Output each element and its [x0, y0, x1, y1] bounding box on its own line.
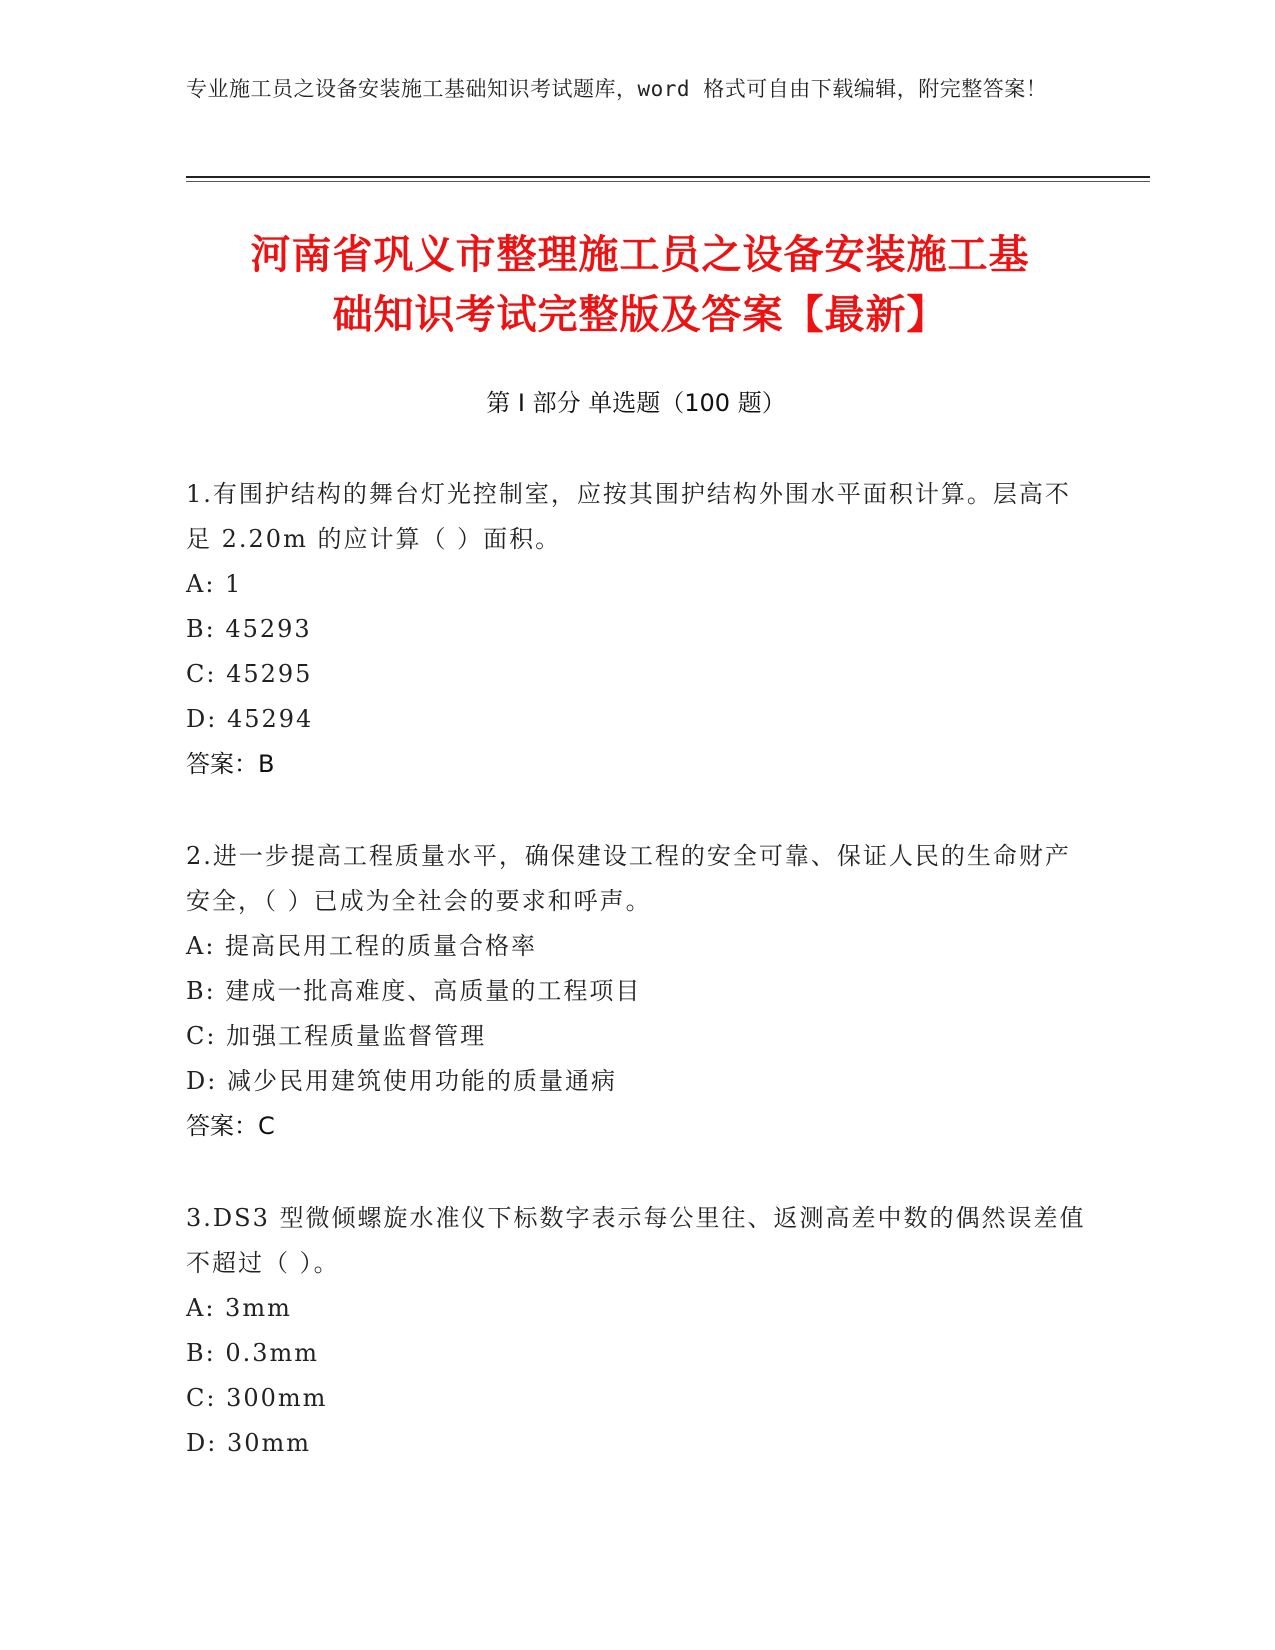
option-a: A: 3mm: [186, 1294, 292, 1322]
header-divider-thin: [186, 181, 1150, 182]
option-b: B: 0.3mm: [186, 1339, 320, 1367]
header-note: 专业施工员之设备安装施工基础知识考试题库，word 格式可自由下载编辑，附完整答案！: [186, 77, 1048, 101]
option-d: D: 30mm: [186, 1429, 312, 1457]
question-text: 2.进一步提高工程质量水平，确保建设工程的安全可靠、保证人民的生命财产安全，（ ）已成为全社会的要求和呼声。: [186, 842, 1071, 915]
question-item: [186, 1196, 1086, 1466]
question-item: [186, 472, 1086, 787]
option-c: C: 300mm: [186, 1384, 328, 1412]
question-text: 1.有围护结构的舞台灯光控制室，应按其围护结构外围水平面积计算。层高不足 2.20m 的应计算（ ）面积。: [186, 480, 1071, 553]
document-title-line-1: 河南省巩义市整理施工员之设备安装施工基: [250, 232, 1030, 278]
option-d: D: 减少民用建筑使用功能的质量通病: [186, 1067, 617, 1095]
option-a: A: 提高民用工程的质量合格率: [186, 932, 538, 960]
option-b: B: 45293: [186, 615, 312, 643]
answer-label: 答案：B: [186, 750, 275, 778]
option-b: B: 建成一批高难度、高质量的工程项目: [186, 977, 642, 1005]
document-title-line-2: 础知识考试完整版及答案【最新】: [332, 292, 948, 338]
document-title: [180, 225, 1100, 345]
option-a: A: 1: [186, 570, 243, 598]
question-text: 3.DS3 型微倾螺旋水准仪下标数字表示每公里往、返测高差中数的偶然误差值不超过（ ）。: [186, 1204, 1086, 1277]
option-d: D: 45294: [186, 705, 314, 733]
option-c: C: 45295: [186, 660, 313, 688]
header-divider-thick: [186, 176, 1150, 178]
section-title: 第 I 部分 单选题（100 题）: [486, 389, 786, 417]
question-item: [186, 834, 1086, 1149]
answer-label: 答案：C: [186, 1112, 275, 1140]
option-c: C: 加强工程质量监督管理: [186, 1022, 487, 1050]
